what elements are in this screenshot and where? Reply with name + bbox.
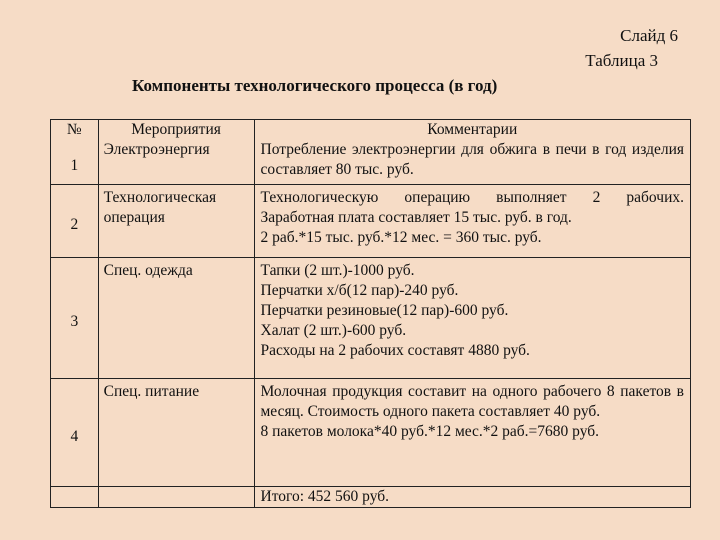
row-comment: Технологическую операцию выполняет 2 рабочих. Заработная плата составляет 15 тыс. руб. в год. 2 раб.*15 тыс. руб.*12 мес. = 360 тыс. руб. <box>254 185 691 258</box>
row-number: 2 <box>51 185 99 258</box>
row-number: 3 <box>51 258 99 379</box>
header-num: № <box>51 120 99 141</box>
table-row <box>51 185 691 258</box>
table-row <box>51 379 691 487</box>
row-activity: Спец. питание <box>98 379 254 487</box>
row-activity: Технологическая операция <box>98 185 254 258</box>
row-comment: Молочная продукция составит на одного рабочего 8 пакетов в месяц. Стоимость одного пакета составляет 40 руб. 8 пакетов молока*40 руб.*12 мес.*2 раб.=7680 руб. <box>254 379 691 487</box>
page-title: Компоненты технологического процесса (в год) <box>132 76 498 95</box>
table-header-row <box>51 120 691 141</box>
process-components-table <box>50 119 691 508</box>
header-activity: Мероприятия <box>98 120 254 141</box>
header-comment: Комментарии <box>254 120 691 141</box>
row-comment: Потребление электроэнергии для обжига в печи в год изделия составляет 80 тыс. руб. <box>254 140 691 185</box>
row-comment: Тапки (2 шт.)-1000 руб. Перчатки х/б(12 пар)-240 руб. Перчатки резиновые(12 пар)-600 руб. Халат (2 шт.)-600 руб. Расходы на 2 рабочих составят 4880 руб. <box>254 258 691 379</box>
table-row <box>51 140 691 185</box>
slide-number: Слайд 6 <box>620 26 678 45</box>
total-value: Итого: 452 560 руб. <box>254 487 691 508</box>
table-label: Таблица 3 <box>585 51 658 70</box>
row-number: 1 <box>51 140 99 185</box>
row-activity: Электроэнергия <box>98 140 254 185</box>
table-row <box>51 258 691 379</box>
row-number: 4 <box>51 379 99 487</box>
table-total-row <box>51 487 691 508</box>
row-activity: Спец. одежда <box>98 258 254 379</box>
